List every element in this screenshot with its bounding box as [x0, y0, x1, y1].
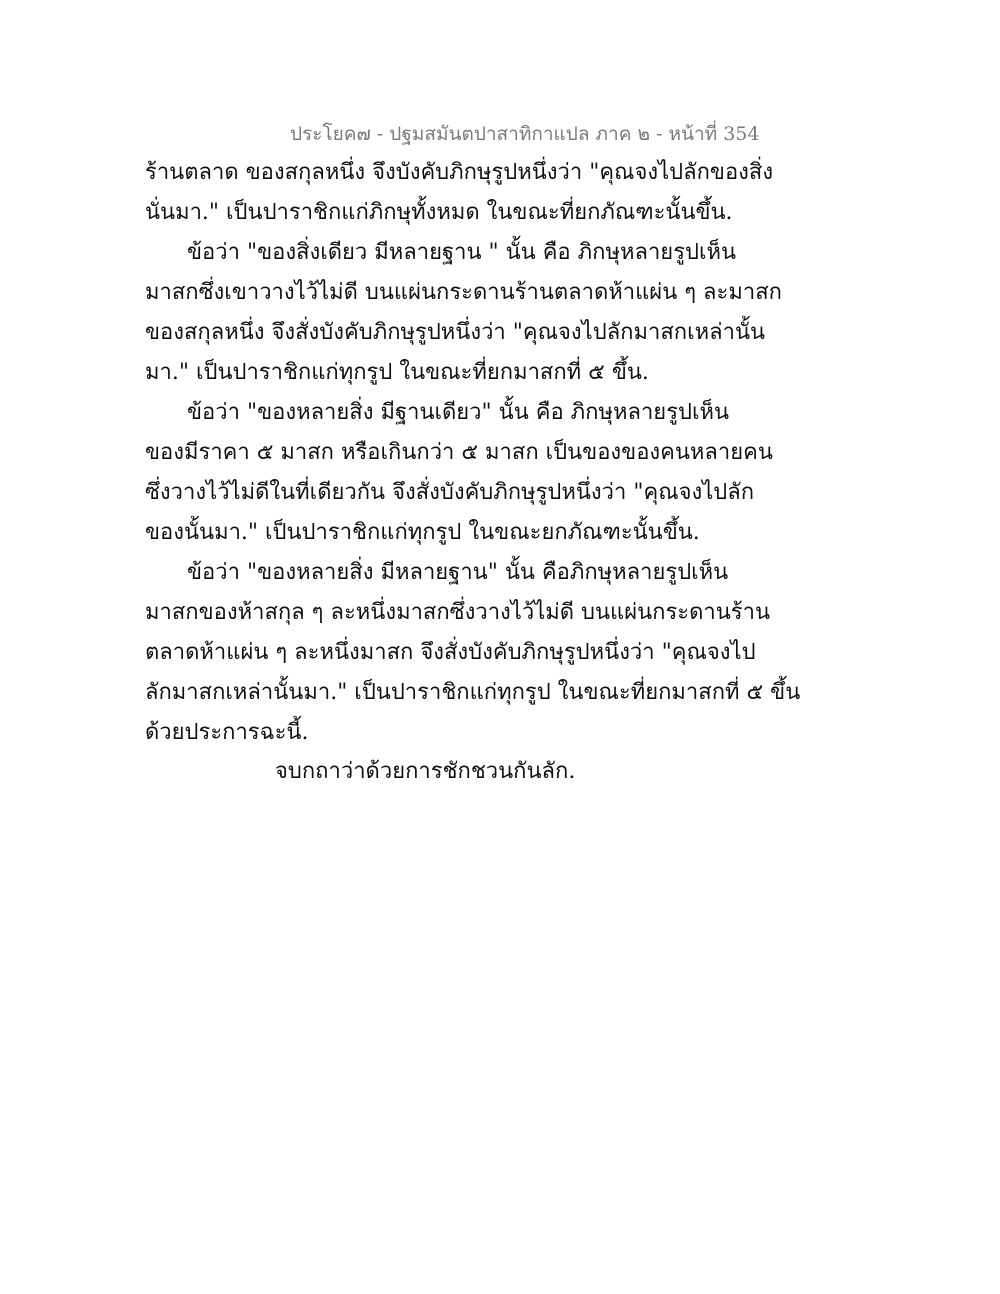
text-line: ของนั้นมา." เป็นปาราชิกแก่ทุกรูป ในขณะยกภัณฑะนั้นขึ้น.: [145, 520, 700, 545]
closing-line: จบกถาว่าด้วยการชักชวนกันลัก.: [275, 759, 576, 784]
text-line: มาสกของห้าสกุล ๆ ละหนึ่งมาสกซึ่งวางไว้ไม่ดี บนแผ่นกระดานร้าน: [145, 600, 771, 625]
text-line: ลักมาสกเหล่านั้นมา." เป็นปาราชิกแก่ทุกรูป ในขณะที่ยกมาสกที่ ๕ ขึ้น: [145, 680, 801, 705]
text-line: ของมีราคา ๕ มาสก หรือเกินกว่า ๕ มาสก เป็นของของคนหลายคน: [145, 440, 773, 465]
text-line: มาสกซึ่งเขาวางไว้ไม่ดี บนแผ่นกระดานร้านตลาดห้าแผ่น ๆ ละมาสก: [145, 280, 782, 305]
paragraph-start-line: ข้อว่า "ของหลายสิ่ง มีฐานเดียว" นั้น คือ ภิกษุหลายรูปเห็น: [187, 400, 730, 425]
text-line: ตลาดห้าแผ่น ๆ ละหนึ่งมาสก จึงสั่งบังคับภิกษุรูปหนึ่งว่า "คุณจงไป: [145, 640, 756, 665]
paragraph-start-line: ข้อว่า "ของหลายสิ่ง มีหลายฐาน" นั้น คือภิกษุหลายรูปเห็น: [187, 560, 729, 585]
text-line: มา." เป็นปาราชิกแก่ทุกรูป ในขณะที่ยกมาสกที่ ๕ ขึ้น.: [145, 360, 649, 385]
text-line: ร้านตลาด ของสกุลหนึ่ง จึงบังคับภิกษุรูปหนึ่งว่า "คุณจงไปลักของสิ่ง: [145, 160, 774, 185]
text-line: ซึ่งวางไว้ไม่ดีในที่เดียวกัน จึงสั่งบังคับภิกษุรูปหนึ่งว่า "คุณจงไปลัก: [145, 480, 755, 505]
page-header: ประโยค๗ - ปฐมสมันตปาสาทิกาแปล ภาค ๒ - หน้าที่ 354: [290, 123, 760, 145]
text-line: ด้วยประการฉะนี้.: [145, 720, 309, 745]
text-line: ของสกุลหนึ่ง จึงสั่งบังคับภิกษุรูปหนึ่งว่า "คุณจงไปลักมาสกเหล่านั้น: [145, 320, 766, 345]
text-line: นั่นมา." เป็นปาราชิกแก่ภิกษุทั้งหมด ในขณะที่ยกภัณฑะนั้นขึ้น.: [145, 200, 733, 225]
body-text: [145, 153, 801, 753]
paragraph-start-line: ข้อว่า "ของสิ่งเดียว มีหลายฐาน " นั้น คือ ภิกษุหลายรูปเห็น: [187, 240, 737, 265]
